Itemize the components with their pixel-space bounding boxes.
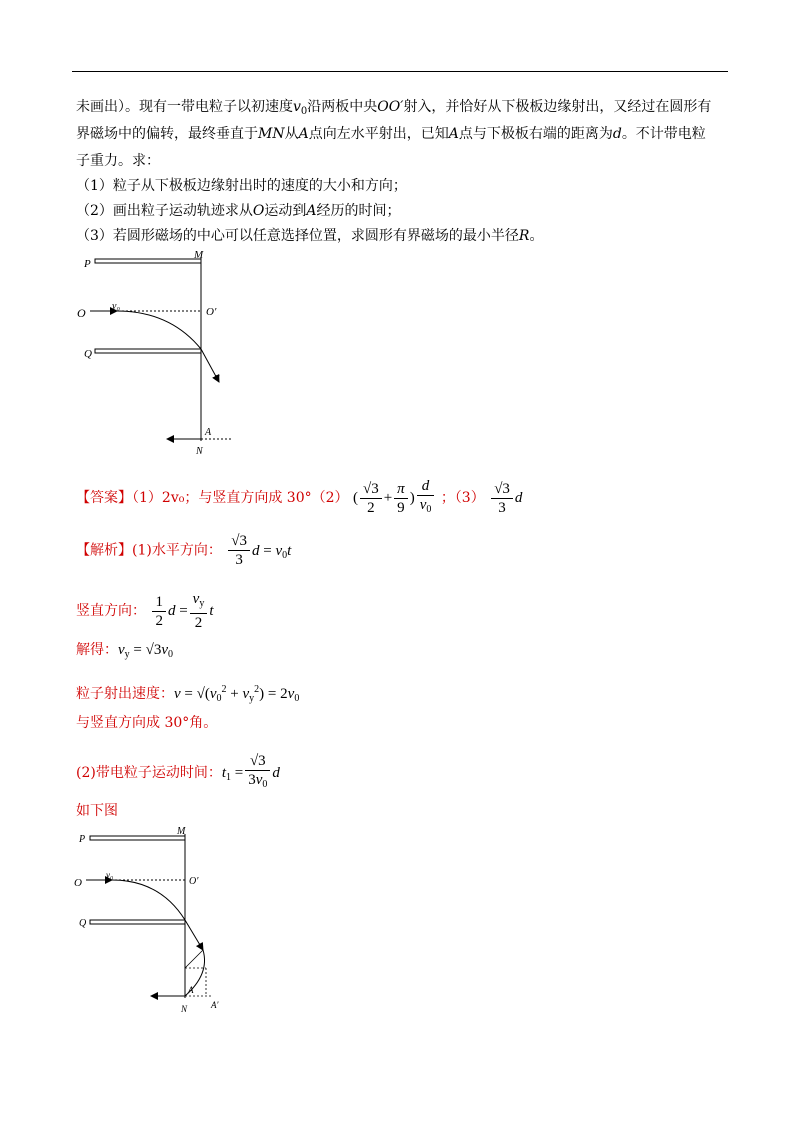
problem-line-1: 未画出）。现有一带电粒子以初速度$v_0$沿两板中央OO′射入，并恰好从下极板边缘射出，又经过在圆形有	[76, 99, 712, 117]
label-n: N	[196, 446, 203, 457]
header-rule	[72, 71, 728, 72]
plate-p	[90, 836, 185, 840]
label-a: A	[188, 985, 194, 995]
radius-line-1	[185, 950, 203, 968]
plate-p	[95, 259, 201, 263]
label-p: P	[79, 834, 86, 845]
label-q: Q	[79, 918, 87, 929]
analysis-line-4: 粒子射出速度：$v = √(v_0^2 + v_y^2) = 2v_0$	[76, 684, 300, 704]
analysis-line-1: 【解析】(1)水平方向： $\frac{√3}{3}$ $d = v_0t$	[76, 533, 292, 568]
answer-frac-d-v0: $\frac{d}{v_0}$	[417, 477, 435, 519]
answer-line: 【答案】（1）2v₀；与竖直方向成 30°（2） ( $\frac{√3}{2}$ + $\frac{\pi}{9}$ ) $\frac{d}{v_0}$ ；（3） $\frac{√3}{3}$ d	[76, 477, 522, 519]
question-3: （3）若圆形磁场的中心可以任意选择位置，求圆形有界磁场的最小半径R。	[76, 228, 544, 244]
label-v: v	[199, 940, 203, 950]
label-o-prime: O′	[189, 876, 199, 887]
problem-line-3: 子重力。求：	[76, 153, 160, 169]
label-m: M	[177, 826, 186, 837]
plate-q	[95, 349, 201, 353]
label-v0: v₀	[106, 870, 114, 880]
label-n: N	[181, 1004, 188, 1014]
trajectory	[117, 311, 201, 349]
label-o: O	[77, 306, 86, 320]
label-m: M	[194, 249, 204, 261]
label-a: A	[205, 427, 212, 438]
figure-1	[70, 245, 250, 460]
analysis-line-7: 如下图	[76, 803, 118, 819]
label-v0: v₀	[112, 301, 120, 312]
plate-q	[90, 920, 185, 924]
question-2: （2）画出粒子运动轨迹求从O运动到A经历的时间；	[76, 203, 401, 219]
analysis-line-2: 竖直方向： $\frac{1}{2}$ d = $\frac{v_y}{2}$ t	[76, 591, 214, 631]
answer-frac-sqrt3-3: $\frac{√3}{3}$	[491, 480, 513, 517]
analysis-line-3: 解得：$v_y = √3v_0$	[76, 642, 174, 660]
question-1: （1）粒子从下极板边缘射出时的速度的大小和方向；	[76, 178, 407, 194]
analysis-line-5: 与竖直方向成 30°角。	[76, 715, 218, 731]
figure-2	[70, 822, 250, 1020]
label-p: P	[84, 258, 91, 270]
trajectory	[112, 880, 185, 920]
label-v: v	[215, 372, 220, 383]
problem-line-2: 界磁场中的偏转，最终垂直于MN从A点向左水平射出，已知A点与下极板右端的距离为d。不计带电粒	[76, 126, 706, 142]
label-o-prime: O′	[206, 306, 217, 318]
label-a-prime: A′	[211, 1000, 219, 1010]
analysis-line-6: (2)带电粒子运动时间：$t_1$ = $\frac{√3}{3v_0}$ d	[76, 753, 280, 790]
answer-frac-pi-9: $\frac{\pi}{9}$	[394, 480, 408, 517]
answer-frac-sqrt3-2: $\frac{√3}{2}$	[360, 480, 382, 517]
label-o: O	[74, 877, 82, 889]
label-q: Q	[84, 348, 92, 360]
